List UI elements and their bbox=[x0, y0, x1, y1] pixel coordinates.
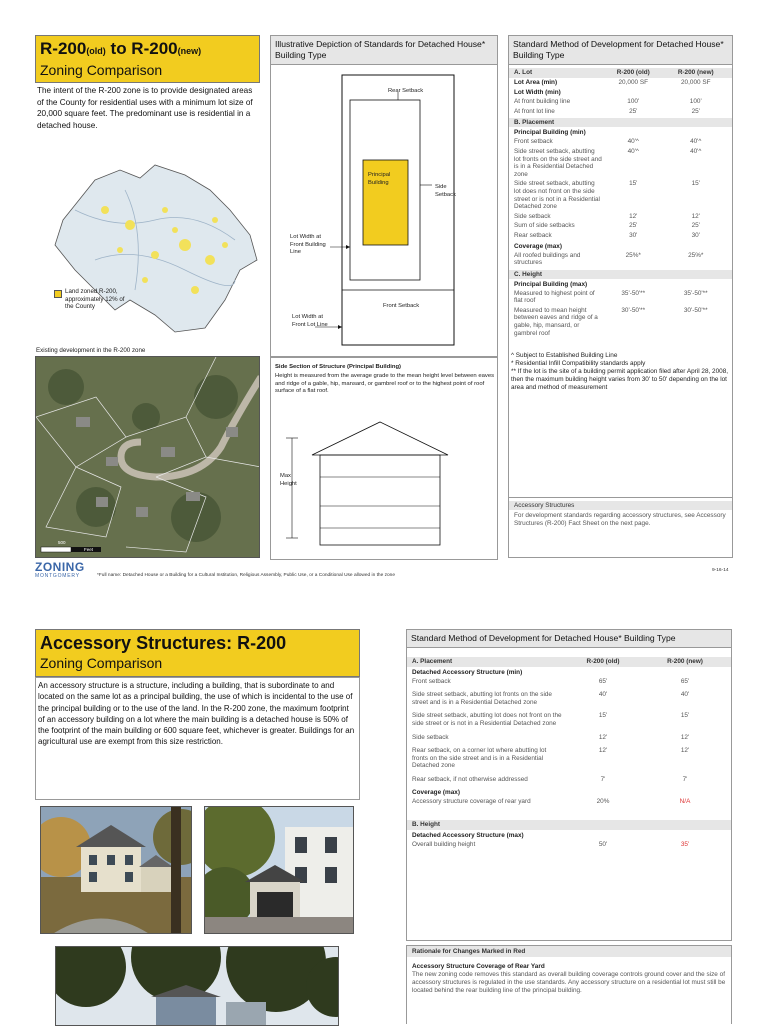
house-photo-2 bbox=[204, 806, 354, 934]
scale-label: Feet bbox=[84, 547, 94, 552]
table-row: Side street setback, abutting lot fronts on the side street and is in a Residential Detached zone 40' 40' bbox=[412, 691, 690, 706]
side-setback-label: Side Setback bbox=[435, 184, 456, 198]
zoning-logo bbox=[35, 561, 85, 579]
page2-standards-header: Standard Method of Development for Detached House* Building Type bbox=[407, 630, 731, 648]
table-row: Accessory structure coverage of rear yard 20% N/A bbox=[412, 797, 691, 805]
standards-panel bbox=[508, 35, 733, 558]
max-height-label: Max Height bbox=[280, 473, 297, 487]
height-section: C. Height bbox=[509, 270, 732, 279]
page2-title-box bbox=[35, 629, 360, 677]
table-row: Overall building height 50' 35' bbox=[412, 840, 690, 848]
scale-value: 500 bbox=[58, 540, 66, 545]
page1-title: R-200(old) to R-200(new) bbox=[40, 39, 202, 58]
standards-header: Standard Method of Development for Detached House* Building Type bbox=[509, 36, 732, 65]
table-row: Rear setback 30' 30' bbox=[514, 231, 700, 239]
page2-title: Accessory Structures: R-200 bbox=[40, 633, 287, 653]
page2-standards-panel bbox=[406, 629, 732, 941]
rationale-title: Rationale for Changes Marked in Red bbox=[407, 946, 731, 957]
page1-title-box bbox=[35, 35, 260, 83]
height-title: Principal Building (max) bbox=[514, 280, 588, 288]
page2-subtitle: Zoning Comparison bbox=[40, 655, 163, 671]
table-row: Rear setback, if not otherwise addressed 7' 7' bbox=[412, 775, 688, 783]
page2-intro: An accessory structure is a structure, including a building, that is subordinate to and located on the same lot as a principal building, the use of which is incidental to the use of the principal building or to the use of the land. In the R-200 zone, the maximum footprint of an accessory building on a lot where the main building is a detached house is 50% of the footprint of the main building or 600 square feet, whichever is greater. Buildings for an agricultural use are exempt from this size restriction. bbox=[38, 681, 355, 747]
table-row: Sum of side setbacks 25' 25' bbox=[514, 222, 700, 230]
lot-width-building-line-label: Lot Width at Front Building Line bbox=[290, 234, 326, 256]
height-section-row: B. Height bbox=[407, 820, 731, 830]
table-row: At front building line 100' 100' bbox=[514, 98, 702, 106]
front-setback-label: Front Setback bbox=[383, 303, 420, 309]
rear-setback-label: Rear Setback bbox=[388, 88, 424, 94]
map-legend-swatch bbox=[54, 290, 62, 298]
house-photo-1 bbox=[40, 806, 192, 934]
house-photo-3 bbox=[55, 946, 339, 1026]
acc-divider bbox=[508, 497, 733, 498]
table-row: Side setback 12' 12' bbox=[514, 212, 700, 220]
logo-top: ZONING bbox=[35, 560, 85, 574]
illustration-header: Illustrative Depiction of Standards for Detached House* Building Type bbox=[271, 36, 497, 65]
table-row: Front setback 65' 65' bbox=[412, 677, 690, 685]
coverage-title: Coverage (max) bbox=[514, 242, 562, 250]
placement-section-row: A. Placement R-200 (old) R-200 (new) bbox=[407, 657, 731, 667]
acc-structure-title: Detached Accessory Structure (min) bbox=[412, 668, 523, 676]
page1-intro: The intent of the R-200 zone is to provide designated areas of the County for residential uses with a minimum lot size of 20,000 square feet. The predominant use is residential in a detached house. bbox=[37, 86, 253, 130]
page1-subtitle: Zoning Comparison bbox=[40, 62, 163, 78]
table-row: At front lot line 25' 25' bbox=[514, 107, 700, 115]
acc-title: Accessory Structures bbox=[509, 501, 732, 510]
rationale-text: The new zoning code removes this standard as overall building coverage controls ground cover and the size of accessory structures is regulated in the use standards. Any accessory structure on a residential lot must still be located behind the rear building line of the principal building. bbox=[412, 971, 726, 994]
county-map bbox=[35, 150, 260, 340]
table-row: Side street setback, abutting lot does not front on the side street or is not in a Residential Detached zone 15' 15' bbox=[412, 712, 690, 727]
section-header: Side Section of Structure (Principal Building) bbox=[275, 364, 402, 370]
aerial-photo bbox=[35, 356, 260, 558]
note: ** If the lot is the site of a building permit application filed after April 28, 2008, then the maximum building height varies from 30' to 50' depending on the lot area and method of measurement bbox=[511, 368, 729, 392]
lot-width-title: Lot Width (min) bbox=[514, 89, 561, 97]
lot-section-row: A. Lot R-200 (old) R-200 (new) bbox=[509, 68, 732, 78]
lot-width-lot-line-label: Lot Width at Front Lot Line bbox=[292, 314, 328, 328]
table-row: Front setback 40'^ 40'^ bbox=[514, 138, 702, 146]
house-section-diagram bbox=[270, 410, 498, 560]
table-row: Measured to highest point of flat roof 35'-50'** 35'-50'** bbox=[514, 289, 708, 305]
table-row: Side street setback, abutting lot does not front on the side street or is not in a Residential Detached zone 15' 15' bbox=[514, 180, 700, 211]
logo-bottom: MONTGOMERY bbox=[35, 573, 80, 579]
footnote: *Full name: Detached House or a Building for a Cultural Institution, Religious Assembly, Public Use, or a Conditional Use allowed in the zone bbox=[97, 573, 396, 578]
placement-section: B. Placement bbox=[509, 118, 732, 127]
section-text: Height is measured from the average grade to the mean height level between eaves and ridge of a gable, hip, mansard, or gambrel roof or to the highest point of roof surface of a flat roof. bbox=[275, 373, 495, 395]
table-row: Side street setback, abutting lot fronts on the side street and is in a Residential Detached zone 40'^ 40'^ bbox=[514, 147, 702, 178]
rationale-subtitle: Accessory Structure Coverage of Rear Yard bbox=[412, 963, 545, 970]
note: ^ Subject to Established Building Line bbox=[511, 352, 618, 360]
page2-coverage-title: Coverage (max) bbox=[412, 788, 460, 796]
principal-building-title: Principal Building (min) bbox=[514, 129, 586, 137]
page-date: 9-16-14 bbox=[712, 568, 729, 573]
table-row: Side setback 12' 12' bbox=[412, 733, 690, 741]
principal-building-label: Principal Building bbox=[368, 172, 391, 186]
acc-text: For development standards regarding accessory structures, see Accessory Structures (R-200) Fact Sheet on the next page. bbox=[514, 512, 726, 527]
note: * Residential Infill Compatibility standards apply bbox=[511, 360, 646, 368]
aerial-caption: Existing development in the R-200 zone bbox=[36, 347, 146, 354]
rationale-panel bbox=[406, 945, 732, 1024]
page2-height-title: Detached Accessory Structure (max) bbox=[412, 831, 524, 839]
table-row: All roofed buildings and structures 25%* 25%* bbox=[514, 251, 704, 267]
table-row: Measured to mean height between eaves and ridge of a gable, hip, mansard, or gambrel roof 30'-50'** 30'-50'** bbox=[514, 306, 708, 337]
lot-area-row: Lot Area (min) 20,000 SF 20,000 SF bbox=[514, 78, 711, 86]
table-row: Rear setback, on a corner lot where abutting lot fronts on the side street and is in a Residential Detached zone 12' 12' bbox=[412, 747, 690, 770]
map-legend-text: Land zoned R-200, approximately 12% of the County bbox=[65, 288, 125, 311]
